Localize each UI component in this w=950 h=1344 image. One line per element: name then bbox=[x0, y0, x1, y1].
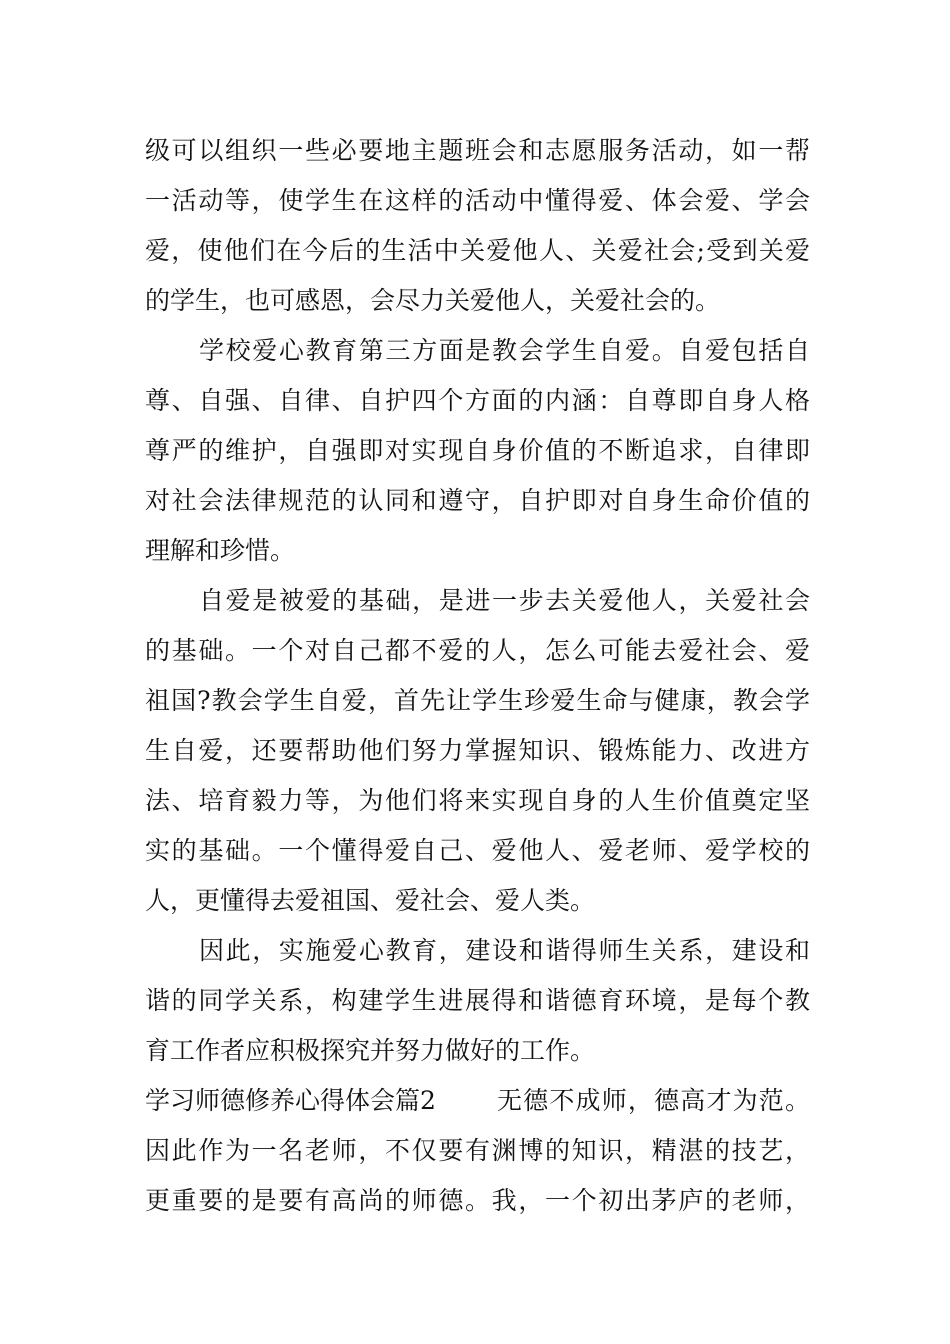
text-line: 对社会法律规范的认同和遵守，自护即对自身生命价值的 bbox=[145, 486, 810, 515]
paragraph-3 bbox=[145, 576, 810, 926]
section-title: 学习师德修养心得体会篇2 bbox=[145, 1086, 436, 1115]
text-line: 学校爱心教育第三方面是教会学生自爱。自爱包括自 bbox=[199, 336, 810, 365]
text-line: 育工作者应积极探究并努力做好的工作。 bbox=[145, 1036, 596, 1065]
section-lead-text: 无德不成师，德高才为范。 bbox=[497, 1086, 810, 1115]
text-line: 自爱是被爱的基础，是进一步去关爱他人，关爱社会 bbox=[199, 586, 810, 615]
text-line: 爱，使他们在今后的生活中关爱他人、关爱社会;受到关爱 bbox=[145, 236, 810, 265]
section-heading-line bbox=[145, 1076, 810, 1126]
text-line: 人，更懂得去爱祖国、爱社会、爱人类。 bbox=[145, 886, 596, 915]
text-line: 生自爱，还要帮助他们努力掌握知识、锻炼能力、改进方 bbox=[145, 736, 810, 765]
text-line: 实的基础。一个懂得爱自己、爱他人、爱老师、爱学校的 bbox=[145, 836, 810, 865]
text-line: 祖国?教会学生自爱，首先让学生珍爱生命与健康，教会学 bbox=[145, 686, 810, 715]
section-2 bbox=[145, 1076, 810, 1226]
text-line: 理解和珍惜。 bbox=[145, 536, 296, 565]
text-line: 法、培育毅力等，为他们将来实现自身的人生价值奠定坚 bbox=[145, 786, 810, 815]
text-line: 一活动等，使学生在这样的活动中懂得爱、体会爱、学会 bbox=[145, 186, 810, 215]
text-line: 因此作为一名老师，不仅要有渊博的知识，精湛的技艺， bbox=[145, 1136, 810, 1165]
text-line: 级可以组织一些必要地主题班会和志愿服务活动，如一帮 bbox=[145, 136, 810, 165]
text-line: 的学生，也可感恩，会尽力关爱他人，关爱社会的。 bbox=[145, 286, 721, 315]
text-line: 尊严的维护，自强即对实现自身价值的不断追求，自律即 bbox=[145, 436, 810, 465]
text-line: 的基础。一个对自己都不爱的人，怎么可能去爱社会、爱 bbox=[145, 636, 810, 665]
text-line: 因此，实施爱心教育，建设和谐得师生关系，建设和 bbox=[199, 936, 810, 965]
text-line: 更重要的是要有高尚的师德。我，一个初出茅庐的老师， bbox=[145, 1186, 810, 1215]
paragraph-2 bbox=[145, 326, 810, 576]
text-line: 尊、自强、自律、自护四个方面的内涵：自尊即自身人格 bbox=[145, 386, 810, 415]
text-line: 谐的同学关系，构建学生进展得和谐德育环境，是每个教 bbox=[145, 986, 810, 1015]
paragraph-4 bbox=[145, 926, 810, 1076]
document-body bbox=[145, 126, 810, 1226]
paragraph-1 bbox=[145, 126, 810, 326]
